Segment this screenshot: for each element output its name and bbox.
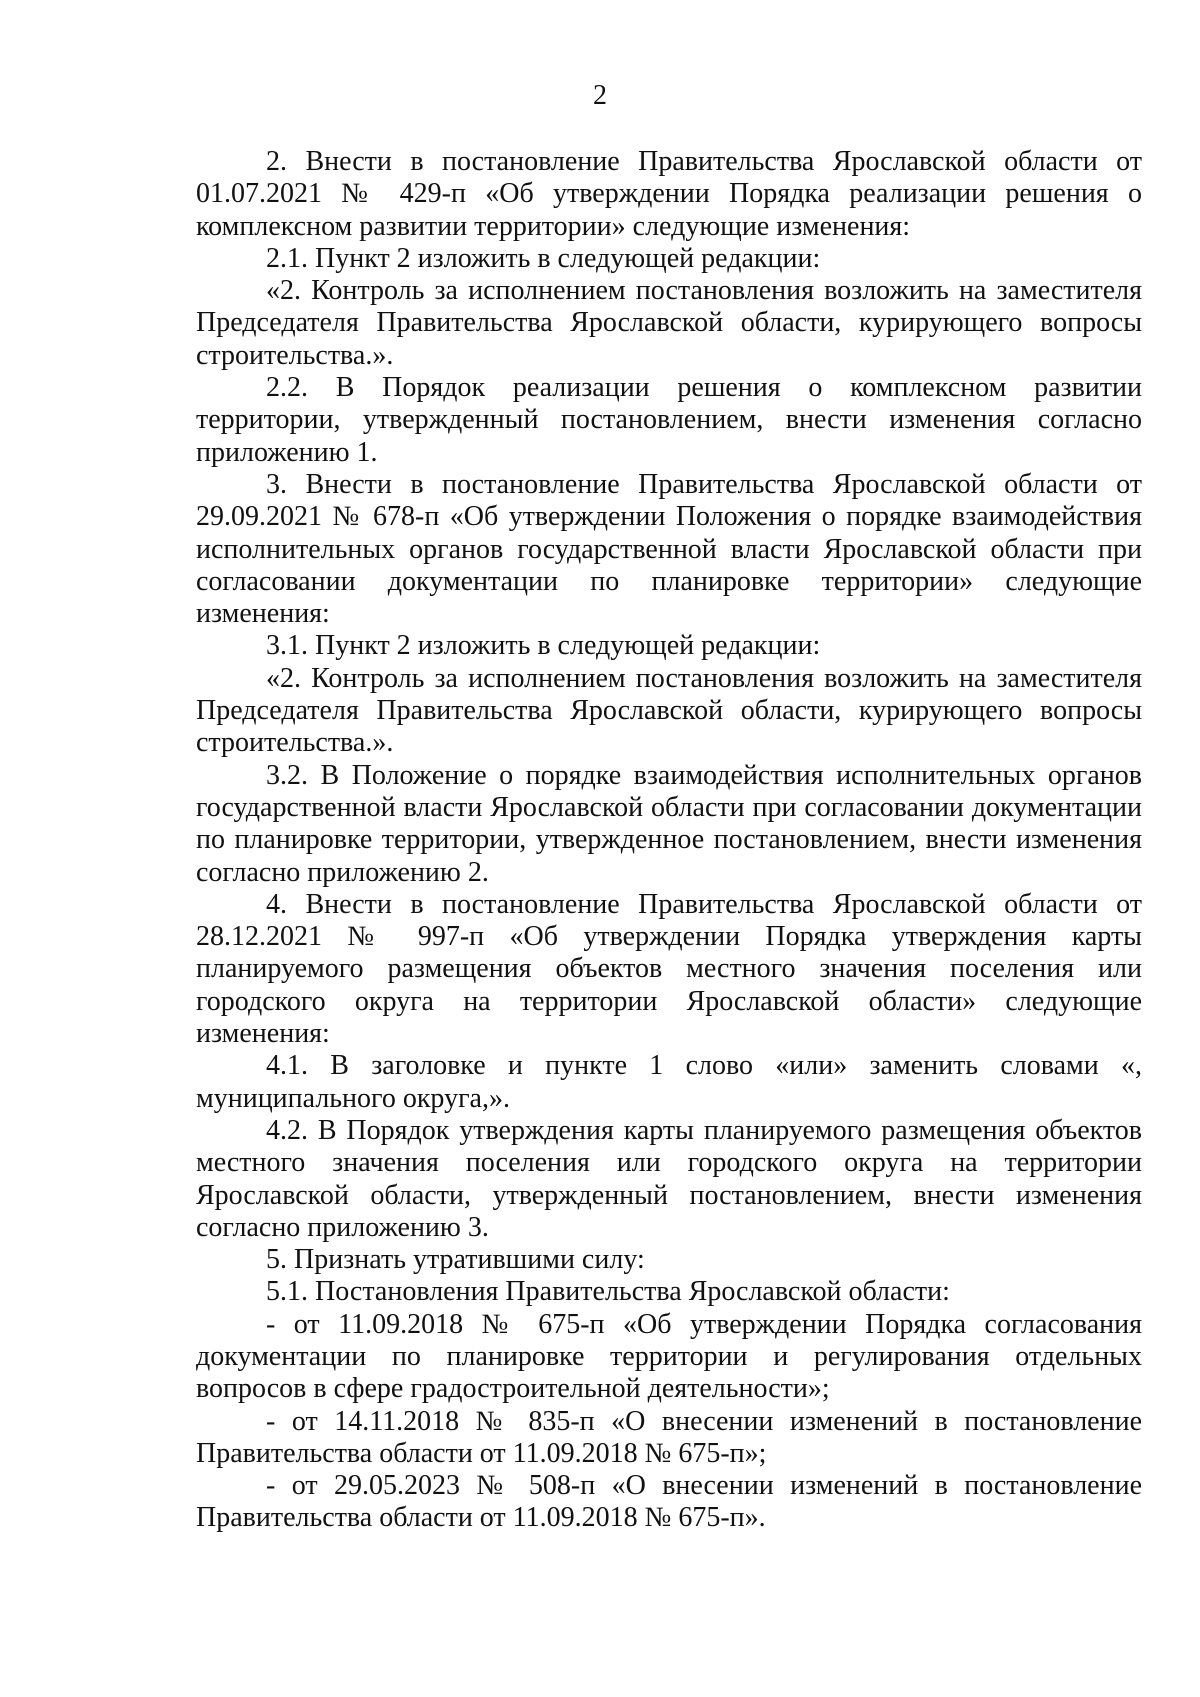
document-body [196,146,1142,1535]
paragraph-2-1: 2.1. Пункт 2 изложить в следующей редакции: [266,242,821,274]
paragraph-3-1-text: «2. Контроль за исполнением постановления возложить на заместителя Председателя Правительства Ярославской области, курирующего вопросы строительства.». [196,662,1142,759]
paragraph-4-1: 4.1. В заголовке и пункте 1 слово «или» заменить словами «, муниципального округа,». [196,1050,1142,1114]
paragraph-5: 5. Признать утратившими силу: [266,1244,645,1276]
paragraph-3-2: 3.2. В Положение о порядке взаимодействия исполнительных органов государственной власти Ярославской области при согласовании документации по планировке территории, утвержденное постановлением, внести изменения согласно приложению 2. [196,759,1142,888]
paragraph-4-2: 4.2. В Порядок утверждения карты планируемого размещения объектов местного значения поселения или городского округа на территории Ярославской области, утвержденный постановлением, внести изменения согласно приложению 3. [196,1114,1142,1243]
list-item-repeal-675: - от 11.09.2018 № 675-п «Об утверждении Порядка согласования документации по планировке территории и регулирования отдельных вопросов в сфере градостроительной деятельности»; [196,1308,1142,1405]
page-number: 2 [593,80,607,111]
paragraph-4: 4. Внести в постановление Правительства Ярославской области от 28.12.2021 № 997-п «Об утверждении Порядка утверждения карты планируемого размещения объектов местного значения поселения или городского округа на территории Ярославской области» следующие изменения: [196,888,1142,1050]
paragraph-3-1: 3.1. Пункт 2 изложить в следующей редакции: [266,630,821,662]
paragraph-2-1-text: «2. Контроль за исполнением постановления возложить на заместителя Председателя Правительства Ярославской области, курирующего вопросы строительства.». [196,275,1142,371]
paragraph-5-1: 5.1. Постановления Правительства Ярославской области: [266,1276,950,1308]
list-item-repeal-835: - от 14.11.2018 № 835-п «О внесении изменений в постановление Правительства области от 11.09.2018 № 675-п»; [196,1405,1142,1469]
paragraph-3: 3. Внести в постановление Правительства Ярославской области от 29.09.2021 № 678-п «Об утверждении Положения о порядке взаимодействия исполнительных органов государственной власти Ярославской области при согласовании документации по планировке территории» следующие изменения: [196,468,1142,630]
list-item-repeal-508: - от 29.05.2023 № 508-п «О внесении изменений в постановление Правительства области от 11.09.2018 № 675-п». [196,1470,1142,1534]
paragraph-2-2: 2.2. В Порядок реализации решения о комплексном развитии территории, утвержденный постановлением, внести изменения согласно приложению 1. [196,372,1142,468]
paragraph-2: 2. Внести в постановление Правительства Ярославской области от 01.07.2021 № 429-п «Об утверждении Порядка реализации решения о комплексном развитии территории» следующие изменения: [196,146,1142,242]
